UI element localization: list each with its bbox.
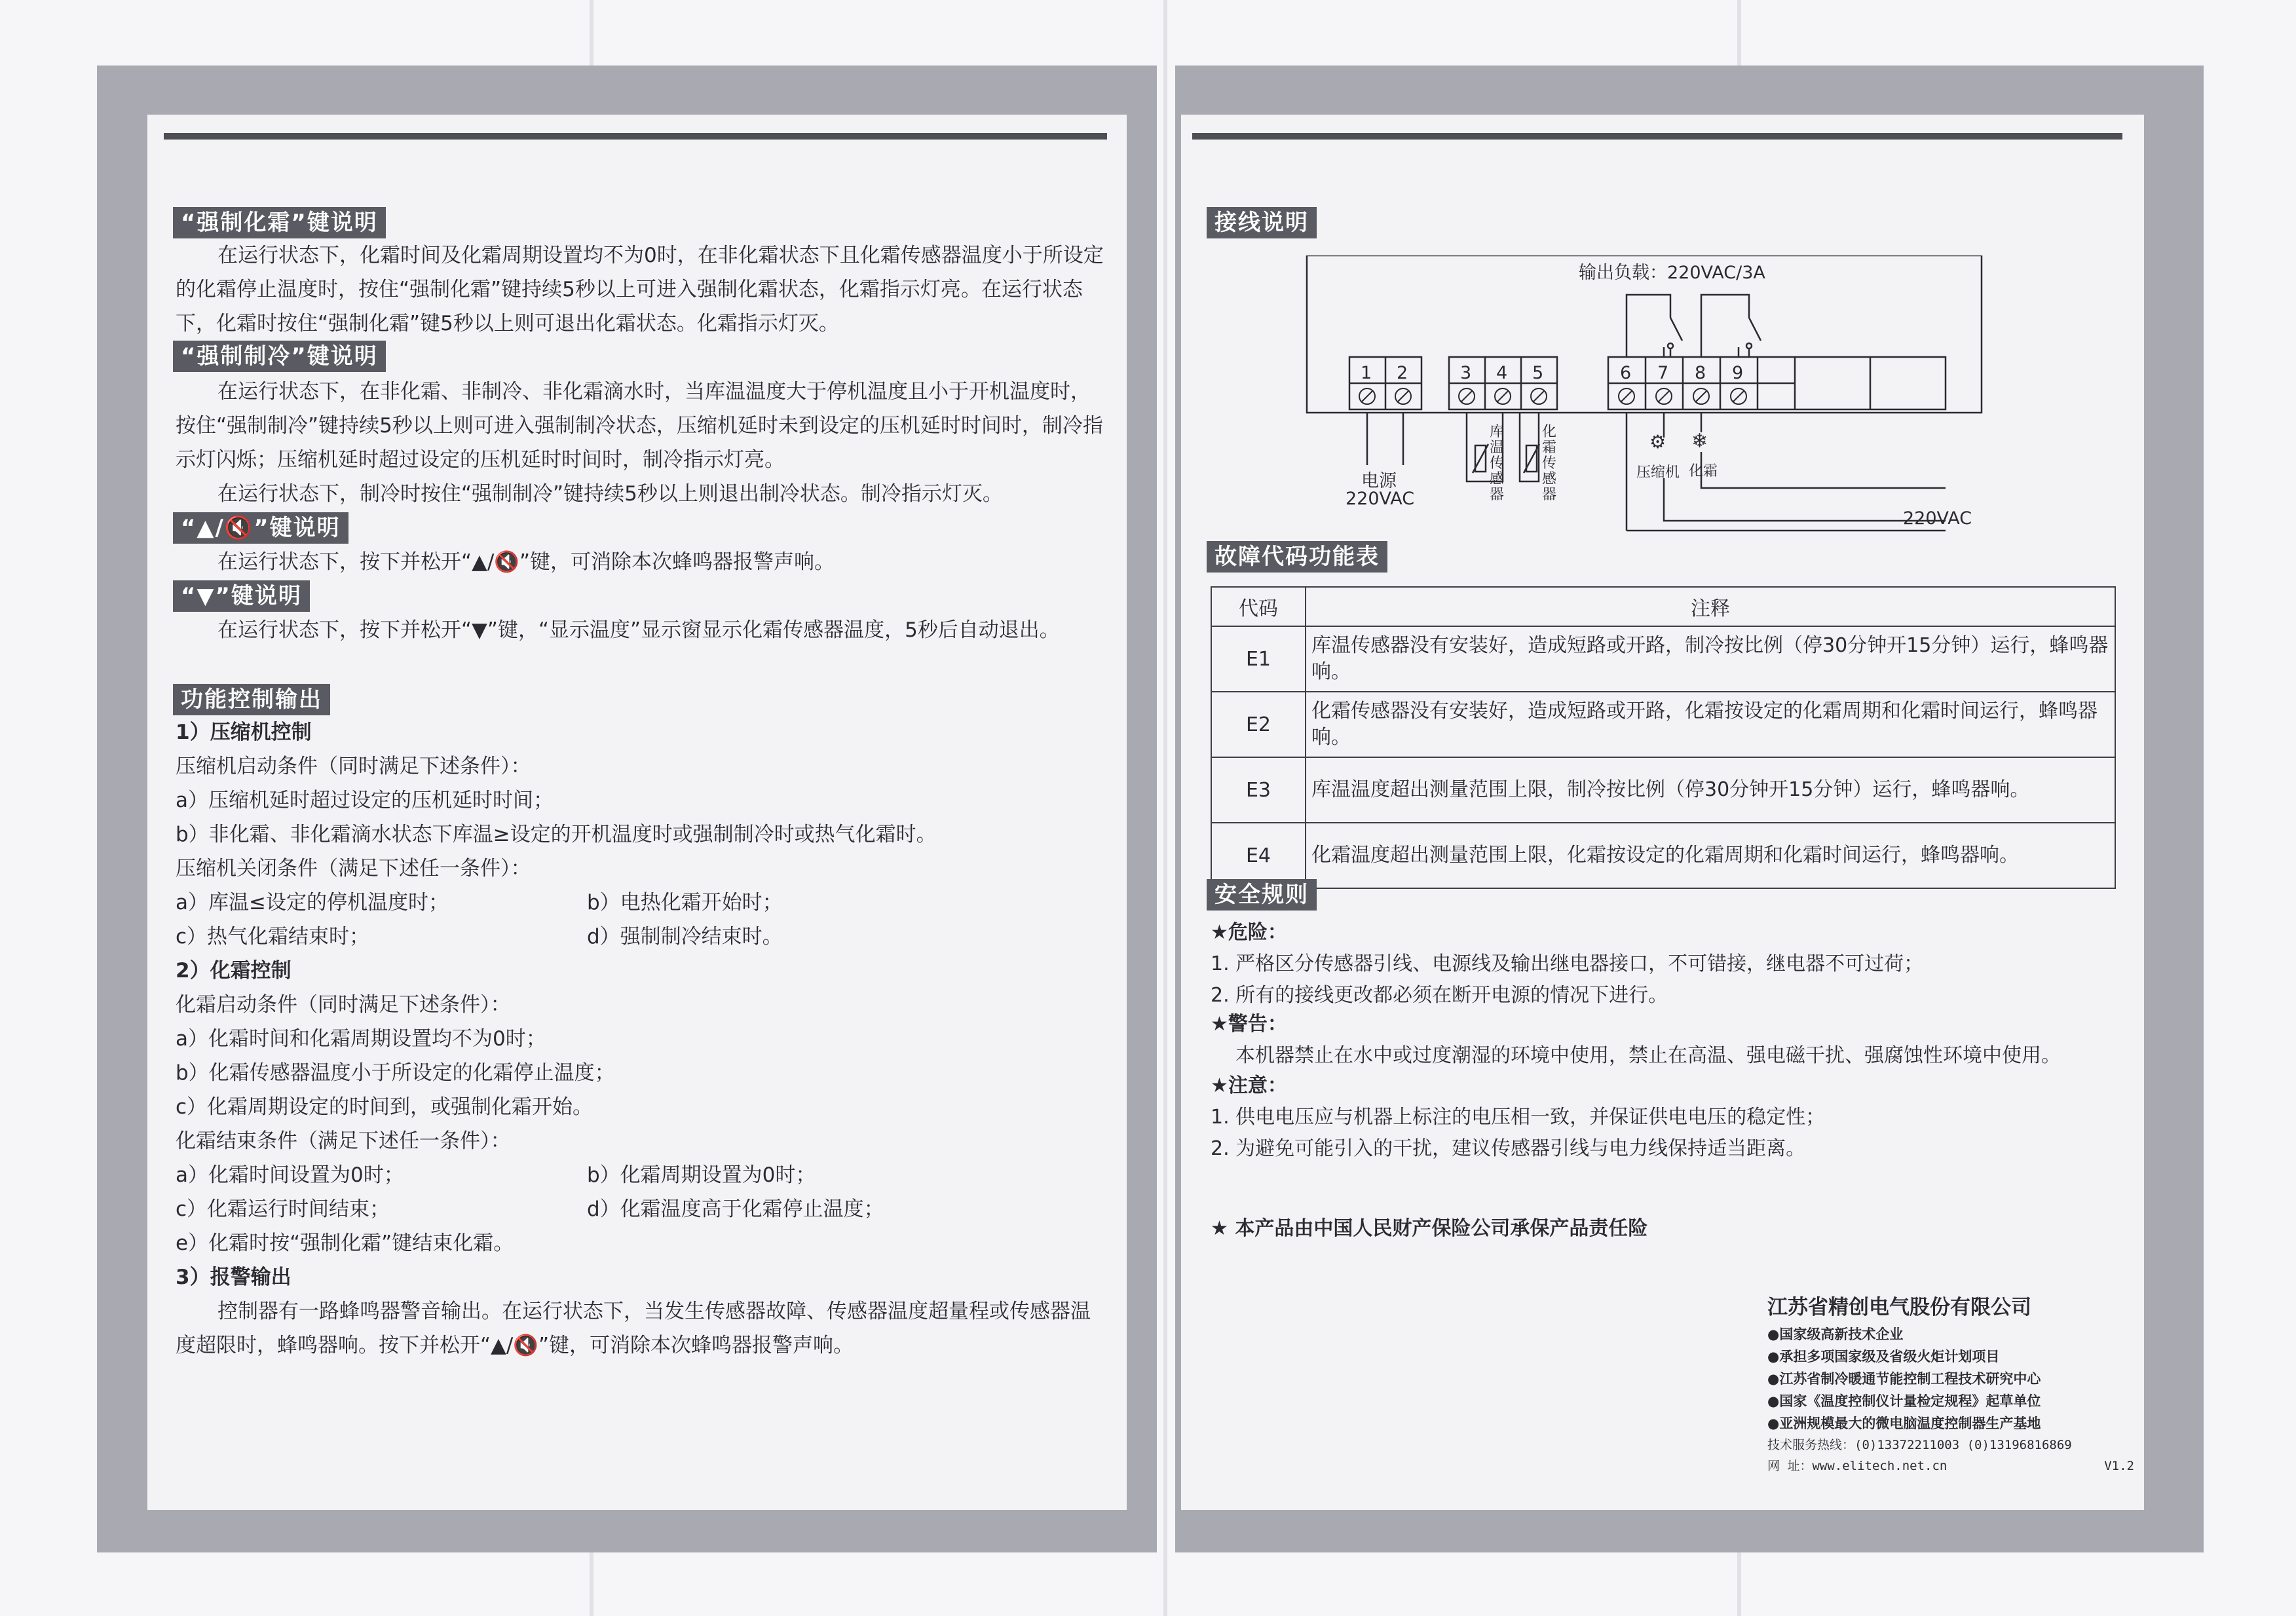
- website-line: [1767, 1456, 2134, 1476]
- insurance-note: ★ 本产品由中国人民财产保险公司承保产品责任险: [1211, 1217, 1648, 1240]
- terminal-7: 7: [1657, 363, 1669, 383]
- force-cool-text-2: 在运行状态下，制冷时按住“强制制冷”键持续5秒以上则退出制冷状态。制冷指示灯灭。: [217, 482, 1003, 506]
- section-down-title: “▼”键说明: [173, 580, 310, 612]
- danger-item-1: 1. 严格区分传感器引线、电源线及输出继电器接口，不可错接，继电器不可过荷；: [1211, 952, 1924, 975]
- force-cool-text: 在运行状态下，在非化霜、非制冷、非化霜滴水时，当库温温度大于停机温度且小于开机温度时，按住“强制制冷”键持续5秒以上则可进入强制制冷状态，压缩机延时未到设定的压机延时时间时，制冷指示灯闪烁；压缩机延时超过设定的压机延时时间时，制冷指示灯亮。: [176, 380, 1103, 472]
- danger-heading: ★危险：: [1211, 921, 1287, 944]
- compressor-label: 压缩机: [1636, 464, 1680, 481]
- terminal-3: 3: [1460, 363, 1472, 383]
- fault-description: 化霜温度超出测量范围上限，化霜按设定的化霜周期和化霜时间运行，蜂鸣器响。: [1306, 823, 2115, 888]
- output-load-label: 输出负载：220VAC/3A: [1579, 263, 1765, 283]
- warning-heading: ★警告：: [1211, 1013, 1287, 1036]
- note-item-2: 2. 为避免可能引入的干扰，建议传感器引线与电力线保持适当距离。: [1211, 1137, 1806, 1160]
- power-voltage-label: 220VAC: [1346, 489, 1415, 509]
- compressor-stop-a: a）库温≤设定的停机温度时；: [176, 891, 449, 914]
- company-bullet: ●国家级高新技术企业: [1767, 1326, 1904, 1342]
- compressor-start-b: b）非化霜、非化霜滴水状态下库温≥设定的开机温度时或强制制冷时或热气化霜时。: [176, 823, 937, 846]
- company-bullet: ●江苏省制冷暖通节能控制工程技术研究中心: [1767, 1371, 2041, 1387]
- company-name: 江苏省精创电气股份有限公司: [1767, 1296, 2031, 1319]
- section-force-cool-title: “强制制冷”键说明: [173, 341, 386, 372]
- defrost-start-b: b）化霜传感器温度小于所设定的化霜停止温度；: [176, 1061, 615, 1085]
- table-row: [1211, 626, 2115, 692]
- company-bullet: ●国家《温度控制仪计量检定规程》起草单位: [1767, 1393, 2041, 1409]
- header-note: 注释: [1306, 587, 2115, 626]
- wiring-diagram-lines: [1304, 255, 1985, 557]
- snowflake-icon: ❄: [1691, 430, 1708, 453]
- defrost-start-heading: 化霜启动条件（同时满足下述条件）：: [176, 993, 511, 1017]
- defrost-start-c: c）化霜周期设定的时间到，或强制化霜开始。: [176, 1095, 593, 1119]
- defrost-sensor-label: 化霜传感器: [1541, 424, 1556, 503]
- room-sensor-label: 库温传感器: [1489, 424, 1504, 503]
- note-item-1: 1. 供电电压应与机器上标注的电压相一致，并保证供电电压的稳定性；: [1211, 1106, 1826, 1129]
- header-code: 代码: [1211, 587, 1306, 626]
- section-up-mute-title: “▲/🔇”键说明: [173, 512, 348, 544]
- website: 网 址：www.elitech.net.cn: [1767, 1459, 1948, 1473]
- fault-description: 库温温度超出测量范围上限，制冷按比例（停30分钟开15分钟）运行，蜂鸣器响。: [1306, 757, 2115, 823]
- defrost-start-a: a）化霜时间和化霜周期设置均不为0时；: [176, 1027, 546, 1051]
- power-label: 电源: [1361, 471, 1397, 491]
- left-header-rule: [164, 133, 1107, 140]
- defrost-label: 化霜: [1689, 463, 1718, 479]
- table-row: [1211, 757, 2115, 823]
- terminal-8: 8: [1695, 363, 1706, 383]
- defrost-end-c: c）化霜运行时间结束；: [176, 1197, 390, 1221]
- fault-code: E1: [1211, 626, 1306, 692]
- service-hotline: 技术服务热线：(0)13372211003 (0)13196816869: [1767, 1438, 2072, 1452]
- fault-description: 库温传感器没有安装好，造成短路或开路，制冷按比例（停30分钟开15分钟）运行，蜂鸣器响。: [1306, 626, 2115, 692]
- fault-description: 化霜传感器没有安装好，造成短路或开路，化霜按设定的化霜周期和化霜时间运行，蜂鸣器响。: [1306, 692, 2115, 757]
- compressor-control-title: 1）压缩机控制: [176, 721, 312, 744]
- fault-code: E2: [1211, 692, 1306, 757]
- down-text: 在运行状态下，按下并松开“▼”键，“显示温度”显示窗显示化霜传感器温度，5秒后自动退出。: [217, 618, 1060, 642]
- wiring-diagram: [1304, 255, 1985, 557]
- compressor-start-a: a）压缩机延时超过设定的压机延时时间；: [176, 789, 554, 812]
- right-header-rule: [1192, 133, 2122, 140]
- terminal-1: 1: [1361, 363, 1372, 383]
- terminal-2: 2: [1397, 363, 1408, 383]
- compressor-stop-d: d）强制制冷结束时。: [587, 925, 783, 949]
- defrost-control-title: 2）化霜控制: [176, 959, 292, 983]
- compressor-stop-c: c）热气化霜结束时；: [176, 925, 370, 949]
- version: V1.2: [2104, 1459, 2134, 1473]
- defrost-end-b: b）化霜周期设置为0时；: [587, 1163, 816, 1187]
- danger-item-2: 2. 所有的接线更改都必须在断开电源的情况下进行。: [1211, 984, 1668, 1007]
- compressor-start-heading: 压缩机启动条件（同时满足下述条件）：: [176, 755, 531, 778]
- compressor-stop-b: b）电热化霜开始时；: [587, 891, 783, 914]
- company-bullet: ●承担多项国家级及省级火炬计划项目: [1767, 1349, 2000, 1364]
- terminal-5: 5: [1532, 363, 1544, 383]
- defrost-end-d: d）化霜温度高于化霜停止温度；: [587, 1197, 884, 1221]
- compressor-stop-heading: 压缩机关闭条件（满足下述任一条件）：: [176, 857, 531, 880]
- terminal-6: 6: [1620, 363, 1632, 383]
- table-row: [1211, 823, 2115, 888]
- fault-code-table: [1211, 586, 2116, 889]
- fold-line: [1163, 0, 1167, 1616]
- terminal-4: 4: [1496, 363, 1508, 383]
- alarm-output-text: 控制器有一路蜂鸣器警音输出。在运行状态下，当发生传感器故障、传感器温度超量程或传感器温度超限时，蜂鸣器响。按下并松开“▲/🔇”键，可消除本次蜂鸣器报警声响。: [176, 1300, 1091, 1357]
- up-mute-text: 在运行状态下，按下并松开“▲/🔇”键，可消除本次蜂鸣器报警声响。: [217, 550, 835, 574]
- supply-voltage-label: 220VAC: [1903, 508, 1972, 529]
- section-function-output-title: 功能控制输出: [173, 684, 330, 715]
- defrost-end-heading: 化霜结束条件（满足下述任一条件）：: [176, 1129, 511, 1153]
- company-bullet: ●亚洲规模最大的微电脑温度控制器生产基地: [1767, 1416, 2041, 1431]
- defrost-end-e: e）化霜时按“强制化霜”键结束化霜。: [176, 1231, 514, 1255]
- fault-code: E3: [1211, 757, 1306, 823]
- warning-item: 本机器禁止在水中或过度潮湿的环境中使用，禁止在高温、强电磁干扰、强腐蚀性环境中使用。: [1235, 1044, 2061, 1067]
- force-defrost-text: 在运行状态下，化霜时间及化霜周期设置均不为0时，在非化霜状态下且化霜传感器温度小于所设定的化霜停止温度时，按住“强制化霜”键持续5秒以上可进入强制化霜状态，化霜指示灯亮。在运行状态下，化霜时按住“强制化霜”键5秒以上则可退出化霜状态。化霜指示灯灭。: [176, 244, 1104, 335]
- compressor-icon: ⚙: [1649, 431, 1666, 453]
- table-row: [1211, 692, 2115, 757]
- section-safety-title: 安全规则: [1207, 879, 1317, 911]
- section-force-defrost-title: “强制化霜”键说明: [173, 207, 386, 238]
- section-wiring-title: 接线说明: [1207, 207, 1317, 238]
- table-header-row: [1211, 587, 2115, 626]
- terminal-9: 9: [1732, 363, 1744, 383]
- section-fault-title: 故障代码功能表: [1207, 541, 1387, 573]
- defrost-end-a: a）化霜时间设置为0时；: [176, 1163, 404, 1187]
- alarm-output-title: 3）报警输出: [176, 1266, 292, 1289]
- fault-code: E4: [1211, 823, 1306, 888]
- company-block: [1767, 1292, 2134, 1476]
- note-heading: ★注意：: [1211, 1074, 1287, 1097]
